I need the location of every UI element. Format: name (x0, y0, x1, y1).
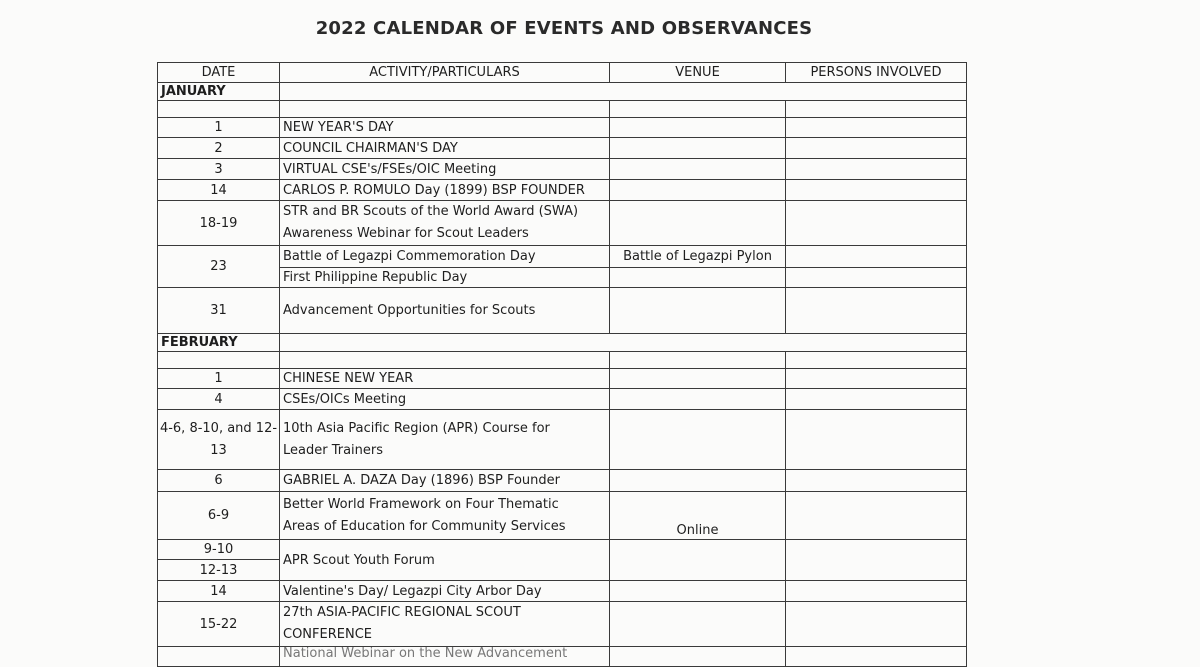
event-date: 12-13 (158, 560, 280, 581)
month-label: FEBRUARY (158, 334, 280, 352)
date-line: 13 (210, 442, 227, 458)
event-date: 6-9 (158, 492, 280, 540)
event-date: 6 (158, 470, 280, 492)
table-row (158, 246, 967, 268)
table-row (158, 647, 967, 667)
event-date: 1 (158, 118, 280, 138)
event-date (158, 410, 280, 470)
activity-line: Areas of Education for Community Services (283, 518, 566, 534)
event-activity: Valentine's Day/ Legazpi City Arbor Day (280, 581, 610, 602)
table-row (158, 470, 967, 492)
table-row (158, 118, 967, 138)
event-date: 14 (158, 581, 280, 602)
header-venue: VENUE (610, 63, 786, 83)
activity-line: Better World Framework on Four Thematic (283, 496, 559, 512)
table-row (158, 201, 967, 246)
page-title: 2022 CALENDAR OF EVENTS AND OBSERVANCES (315, 18, 813, 39)
table-row (158, 410, 967, 470)
activity-line: CONFERENCE (283, 627, 372, 642)
event-activity: GABRIEL A. DAZA Day (1896) BSP Founder (280, 470, 610, 492)
month-row-february (158, 334, 967, 352)
event-activity: CARLOS P. ROMULO Day (1899) BSP FOUNDER (280, 180, 610, 201)
event-activity: National Webinar on the New Advancement (280, 647, 610, 667)
event-date: 31 (158, 288, 280, 334)
event-venue: Battle of Legazpi Pylon (610, 246, 786, 268)
event-date: 14 (158, 180, 280, 201)
event-date: 3 (158, 159, 280, 180)
event-activity: NEW YEAR'S DAY (280, 118, 610, 138)
header-persons: PERSONS INVOLVED (786, 63, 967, 83)
event-venue: Online (610, 492, 786, 540)
month-row-january (158, 83, 967, 101)
event-activity: CSEs/OICs Meeting (280, 389, 610, 410)
activity-line: 27th ASIA-PACIFIC REGIONAL SCOUT (283, 605, 521, 620)
table-row (158, 602, 967, 647)
event-date: 18-19 (158, 201, 280, 246)
event-date: 4 (158, 389, 280, 410)
event-activity: CHINESE NEW YEAR (280, 369, 610, 389)
events-table (157, 62, 967, 667)
header-activity: ACTIVITY/PARTICULARS (280, 63, 610, 83)
activity-line: 10th Asia Pacific Region (APR) Course for (283, 420, 550, 436)
activity-line: Awareness Webinar for Scout Leaders (283, 226, 529, 241)
table-row (158, 369, 967, 389)
event-activity (280, 492, 610, 540)
event-date: 9-10 (158, 540, 280, 560)
event-activity: VIRTUAL CSE's/FSEs/OIC Meeting (280, 159, 610, 180)
table-row (158, 581, 967, 602)
event-date: 2 (158, 138, 280, 159)
table-row (158, 389, 967, 410)
header-date: DATE (158, 63, 280, 83)
event-activity: Advancement Opportunities for Scouts (280, 288, 610, 334)
activity-line: Leader Trainers (283, 442, 384, 458)
event-date: 1 (158, 369, 280, 389)
event-date: 23 (158, 246, 280, 288)
month-label: JANUARY (158, 83, 280, 101)
table-row (158, 138, 967, 159)
table-row (158, 159, 967, 180)
table-row (158, 268, 967, 288)
table-row (158, 540, 967, 560)
table-header-row (158, 63, 967, 83)
event-activity: APR Scout Youth Forum (280, 540, 610, 581)
table-row (158, 180, 967, 201)
event-activity (280, 602, 610, 647)
table-row (158, 288, 967, 334)
event-activity (280, 201, 610, 246)
table-row (158, 492, 967, 540)
event-activity: COUNCIL CHAIRMAN'S DAY (280, 138, 610, 159)
event-activity: First Philippine Republic Day (280, 268, 610, 288)
event-activity: Battle of Legazpi Commemoration Day (280, 246, 610, 268)
date-line: 4-6, 8-10, and 12- (159, 420, 278, 436)
event-date: 15-22 (158, 602, 280, 647)
activity-line: STR and BR Scouts of the World Award (SWA) (283, 204, 579, 219)
event-activity (280, 410, 610, 470)
